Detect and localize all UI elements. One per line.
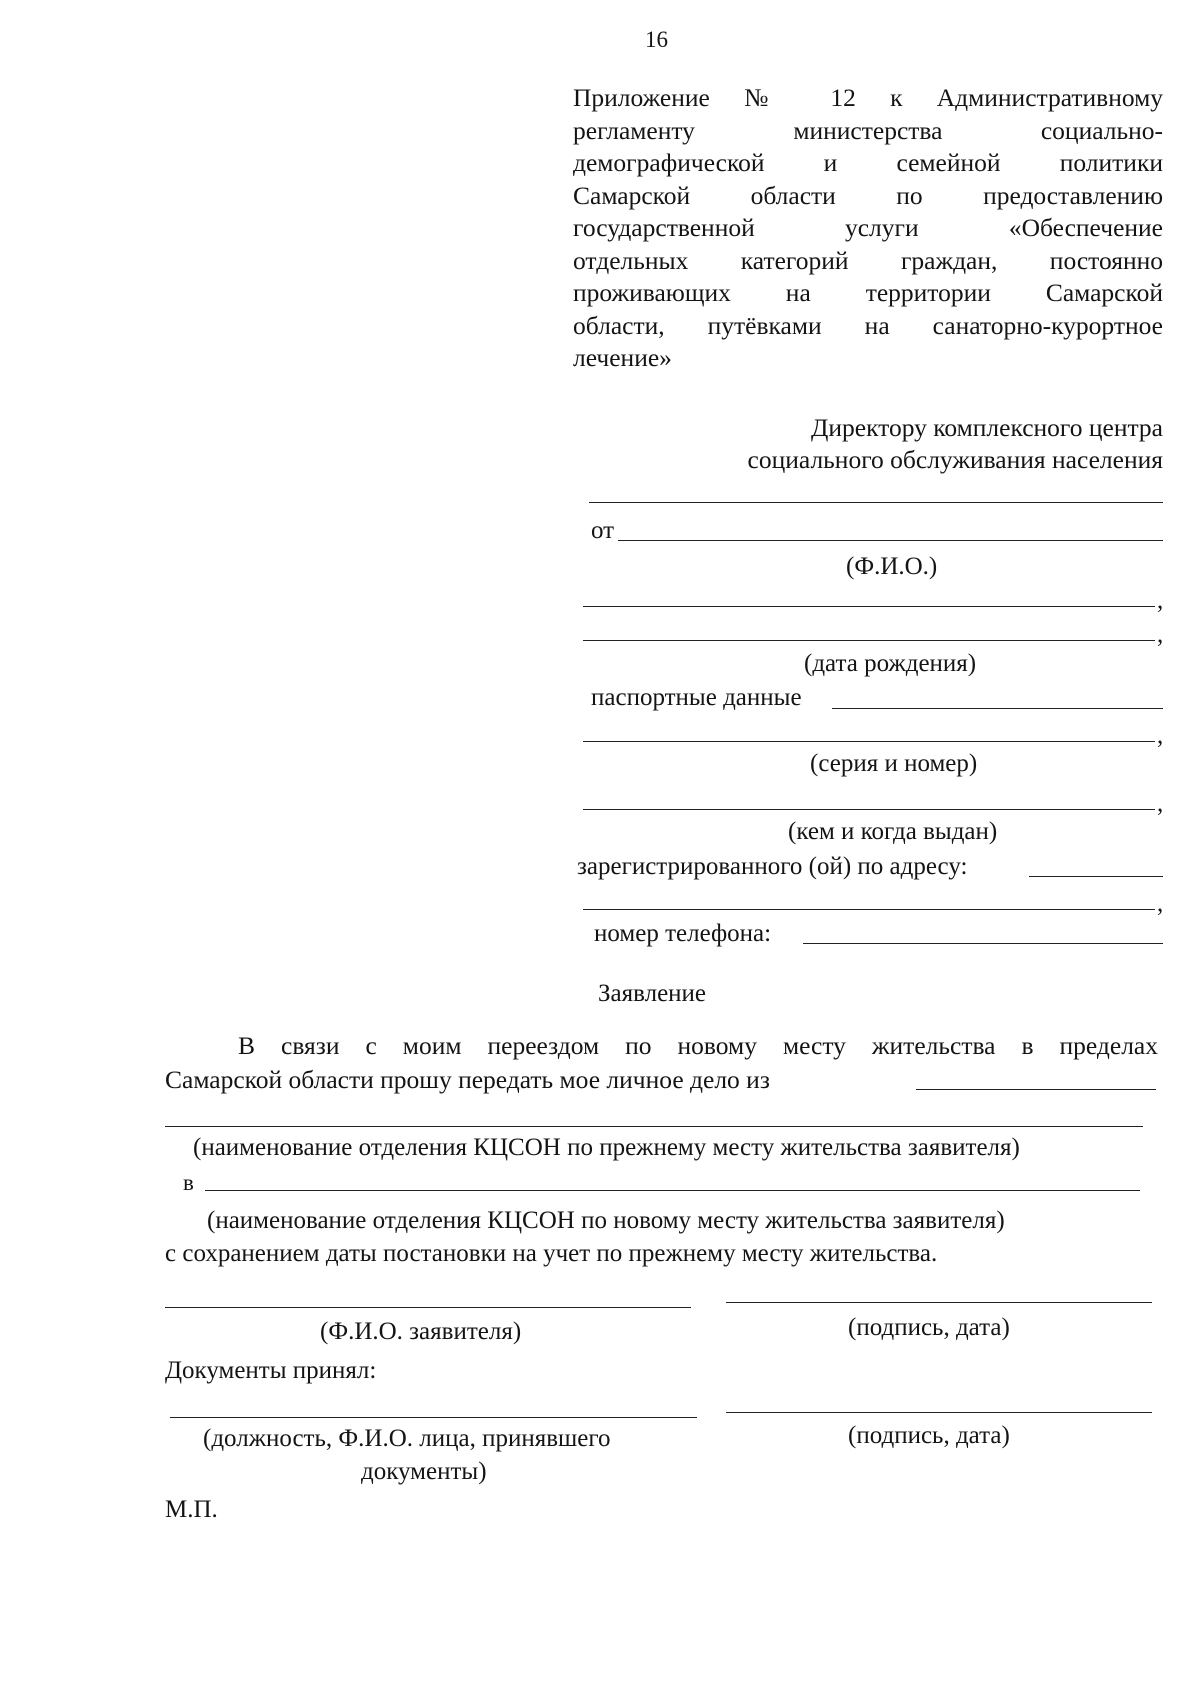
statement-line-1: В связи с моим переездом по новому месту жительства в пределах — [238, 1031, 1158, 1060]
comma: , — [1157, 722, 1164, 749]
comma: , — [1157, 621, 1164, 648]
applicant-name-field[interactable] — [165, 1307, 691, 1308]
applicant-hint: (Ф.И.О. заявителя) — [320, 1318, 522, 1345]
page-number: 16 — [645, 27, 668, 52]
blank-line[interactable] — [583, 741, 1155, 742]
address-field-2[interactable] — [583, 909, 1155, 910]
comma: , — [1157, 790, 1164, 817]
series-hint: (серия и номер) — [810, 750, 978, 777]
addressee-blank-line[interactable] — [589, 502, 1163, 503]
official-name-field[interactable] — [170, 1417, 697, 1418]
sign-date-hint-2: (подпись, дата) — [848, 1422, 1010, 1449]
sign-date-hint: (подпись, дата) — [848, 1314, 1010, 1341]
statement-closing: с сохранением даты постановки на учет по прежнему месту жительства. — [165, 1240, 938, 1267]
issued-hint: (кем и когда выдан) — [788, 818, 998, 845]
addressee-line-2: социального обслуживания населения — [747, 445, 1163, 474]
address-field[interactable] — [1029, 876, 1163, 877]
phone-label: номер телефона: — [594, 920, 772, 947]
appendix-line: Приложение № 12 к Административному — [573, 83, 1163, 112]
appendix-line: лечение» — [573, 343, 672, 372]
seal-mark: М.П. — [165, 1496, 218, 1523]
statement-line-2: Самарской области прошу передать мое личное дело из — [165, 1065, 770, 1094]
official-hint-line-2: документы) — [361, 1458, 487, 1485]
appendix-line: государственной услуги «Обеспечение — [573, 213, 1163, 242]
appendix-line: области, путёвками на санаторно-курортное — [573, 310, 1163, 340]
issued-field[interactable] — [583, 809, 1155, 810]
official-hint-line-1: (должность, Ф.И.О. лица, принявшего — [203, 1425, 611, 1452]
from-label: от — [591, 517, 615, 544]
appendix-line: регламенту министерства социально- — [573, 115, 1163, 145]
accepted-label: Документы принял: — [165, 1357, 377, 1384]
phone-field[interactable] — [803, 943, 1163, 944]
new-office-hint: (наименование отделения КЦСОН по новому месту жительства заявителя) — [207, 1207, 1005, 1234]
to-label: в — [183, 1170, 194, 1195]
appendix-line: проживающих на территории Самарской — [573, 278, 1163, 307]
appendix-line: демографической и семейной политики — [573, 148, 1163, 177]
statement-title: Заявление — [598, 980, 707, 1007]
blank-line[interactable] — [583, 640, 1155, 641]
comma: , — [1157, 890, 1164, 917]
appendix-line: отдельных категорий граждан, постоянно — [573, 245, 1163, 275]
blank-line[interactable] — [583, 606, 1155, 607]
previous-office-hint: (наименование отделения КЦСОН по прежнему месту жительства заявителя) — [193, 1134, 1020, 1161]
passport-field[interactable] — [832, 708, 1163, 709]
fio-field[interactable] — [618, 540, 1163, 541]
comma: , — [1157, 587, 1164, 614]
birth-date-hint: (дата рождения) — [804, 650, 977, 677]
addressee-line-1: Директору комплексного центра — [811, 413, 1163, 442]
registered-label: зарегистрированного (ой) по адресу: — [577, 853, 968, 880]
appendix-line: Самарской области по предоставлению — [573, 180, 1163, 210]
previous-office-field[interactable] — [916, 1089, 1156, 1090]
fio-hint: (Ф.И.О.) — [846, 553, 938, 580]
appendix-header — [573, 82, 1163, 375]
passport-label: паспортные данные — [591, 684, 802, 711]
previous-office-field-2[interactable] — [165, 1126, 1143, 1127]
new-office-field[interactable] — [205, 1190, 1140, 1191]
applicant-signature-field[interactable] — [726, 1302, 1152, 1303]
official-signature-field[interactable] — [726, 1412, 1152, 1413]
